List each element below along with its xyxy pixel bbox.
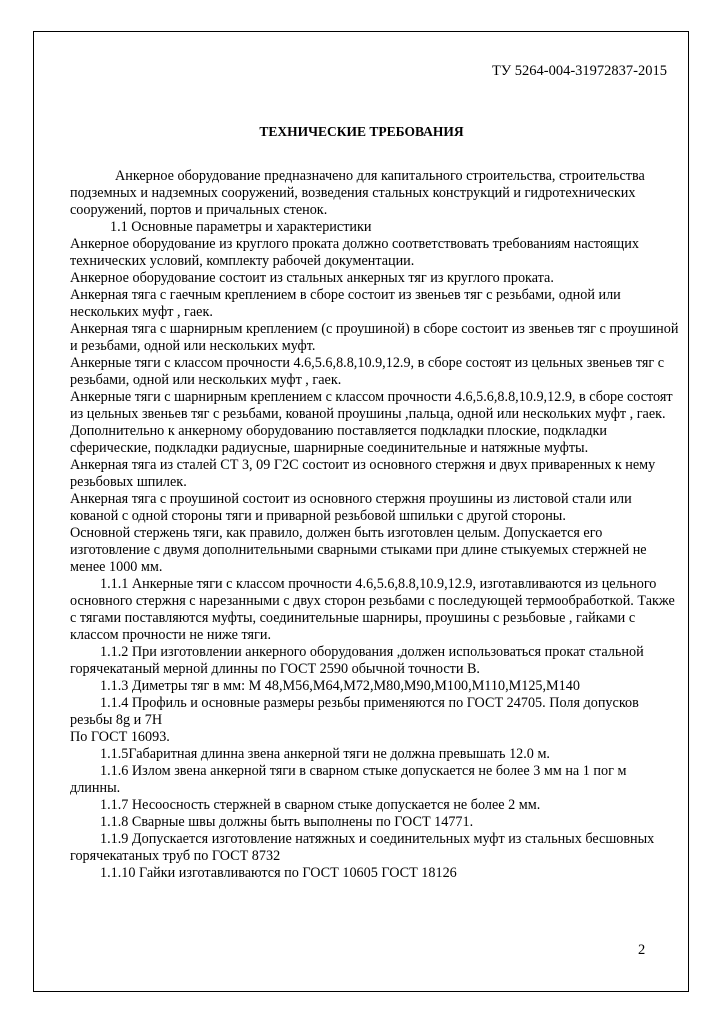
section-heading: 1.1 Основные параметры и характеристики: [110, 219, 372, 235]
page-title: ТЕХНИЧЕСКИЕ ТРЕБОВАНИЯ: [259, 124, 464, 139]
paragraph: Основной стержень тяги, как правило, должен быть изготовлен целым. Допускается его изготовление с двумя дополнительными сварными стыками при длине стыкуемых стержней не менее 1000 мм.: [70, 525, 647, 575]
paragraph: Анкерные тяги с шарнирным креплением с классом прочности 4.6,5.6,8.8,10.9,12.9, в сборе состоят из цельных звеньев тяг с резьбами, кованой проушины ,пальца, одной или нескольких муфт , гаек.: [70, 389, 673, 422]
paragraph: Анкерное оборудование состоит из стальных анкерных тяг из круглого проката.: [70, 270, 554, 286]
document-body: [70, 168, 680, 882]
paragraph: Анкерная тяга с гаечным креплением в сборе состоит из звеньев тяг с резьбами, одной или нескольких муфт , гаек.: [70, 287, 621, 320]
intro-paragraph: Анкерное оборудование предназначено для капитального строительства, строительства подземных и надземных сооружений, возведения стальных конструкций и гидротехнических сооружений, портов и причальных стенок.: [70, 168, 645, 218]
clause-paragraph: 1.1.10 Гайки изготавливаются по ГОСТ 10605 ГОСТ 18126: [100, 865, 457, 881]
document-code: ТУ 5264-004-31972837-2015: [492, 63, 667, 79]
paragraph: Дополнительно к анкерному оборудованию поставляется подкладки плоские, подкладки сферические, подкладки радиусные, шарнирные соединительные и натяжные муфты.: [70, 423, 608, 456]
clause-paragraph: 1.1.8 Сварные швы должны быть выполнены по ГОСТ 14771.: [100, 814, 474, 830]
clause-paragraph: 1.1.4 Профиль и основные размеры резьбы применяются по ГОСТ 24705. Поля допусков резьбы 8g и 7H: [70, 695, 639, 728]
clause-paragraph: 1.1.7 Несоосность стержней в сварном стыке допускается не более 2 мм.: [100, 797, 541, 813]
paragraph: По ГОСТ 16093.: [70, 729, 170, 745]
clause-paragraph: 1.1.9 Допускается изготовление натяжных и соединительных муфт из стальных бесшовных горячекатаных труб по ГОСТ 8732: [70, 831, 655, 864]
page-number: 2: [638, 942, 646, 958]
clause-paragraph: 1.1.1 Анкерные тяги с классом прочности 4.6,5.6,8.8,10.9,12.9, изготавливаются из цельного основного стержня с нарезанными с двух сторон резьбами с последующей термообработкой. Также с тягами поставляются муфты, соединительные шарниры, проушины с резьбовые , гайками с классом прочности не ниже тяги.: [70, 576, 675, 643]
paragraph: Анкерное оборудование из круглого проката должно соответствовать требованиям настоящих технических условий, комплекту рабочей документации.: [70, 236, 639, 269]
paragraph: Анкерные тяги с классом прочности 4.6,5.6,8.8,10.9,12.9, в сборе состоят из цельных звеньев тяг с резьбами, одной или нескольких муфт , гаек.: [70, 355, 665, 388]
clause-paragraph: 1.1.5Габаритная длинна звена анкерной тяги не должна превышать 12.0 м.: [100, 746, 550, 762]
clause-paragraph: 1.1.3 Диметры тяг в мм: М 48,М56,М64,М72,М80,М90,М100,М110,М125,М140: [100, 678, 580, 694]
paragraph: Анкерная тяга с шарнирным креплением (с проушиной) в сборе состоит из звеньев тяг с проушиной и резьбами, одной или нескольких муфт.: [70, 321, 679, 354]
paragraph: Анкерная тяга с проушиной состоит из основного стержня проушины из листовой стали или кованой с одной стороны тяги и приварной резьбовой шпильки с другой стороны.: [70, 491, 632, 524]
clause-paragraph: 1.1.6 Излом звена анкерной тяги в сварном стыке допускается не более 3 мм на 1 пог м длинны.: [70, 763, 627, 796]
paragraph: Анкерная тяга из сталей СТ 3, 09 Г2С состоит из основного стержня и двух приваренных к нему резьбовых шпилек.: [70, 457, 656, 490]
clause-paragraph: 1.1.2 При изготовлении анкерного оборудования ,должен использоваться прокат стальной горячекатаный мерной длинны по ГОСТ 2590 обычной точности В.: [70, 644, 644, 677]
